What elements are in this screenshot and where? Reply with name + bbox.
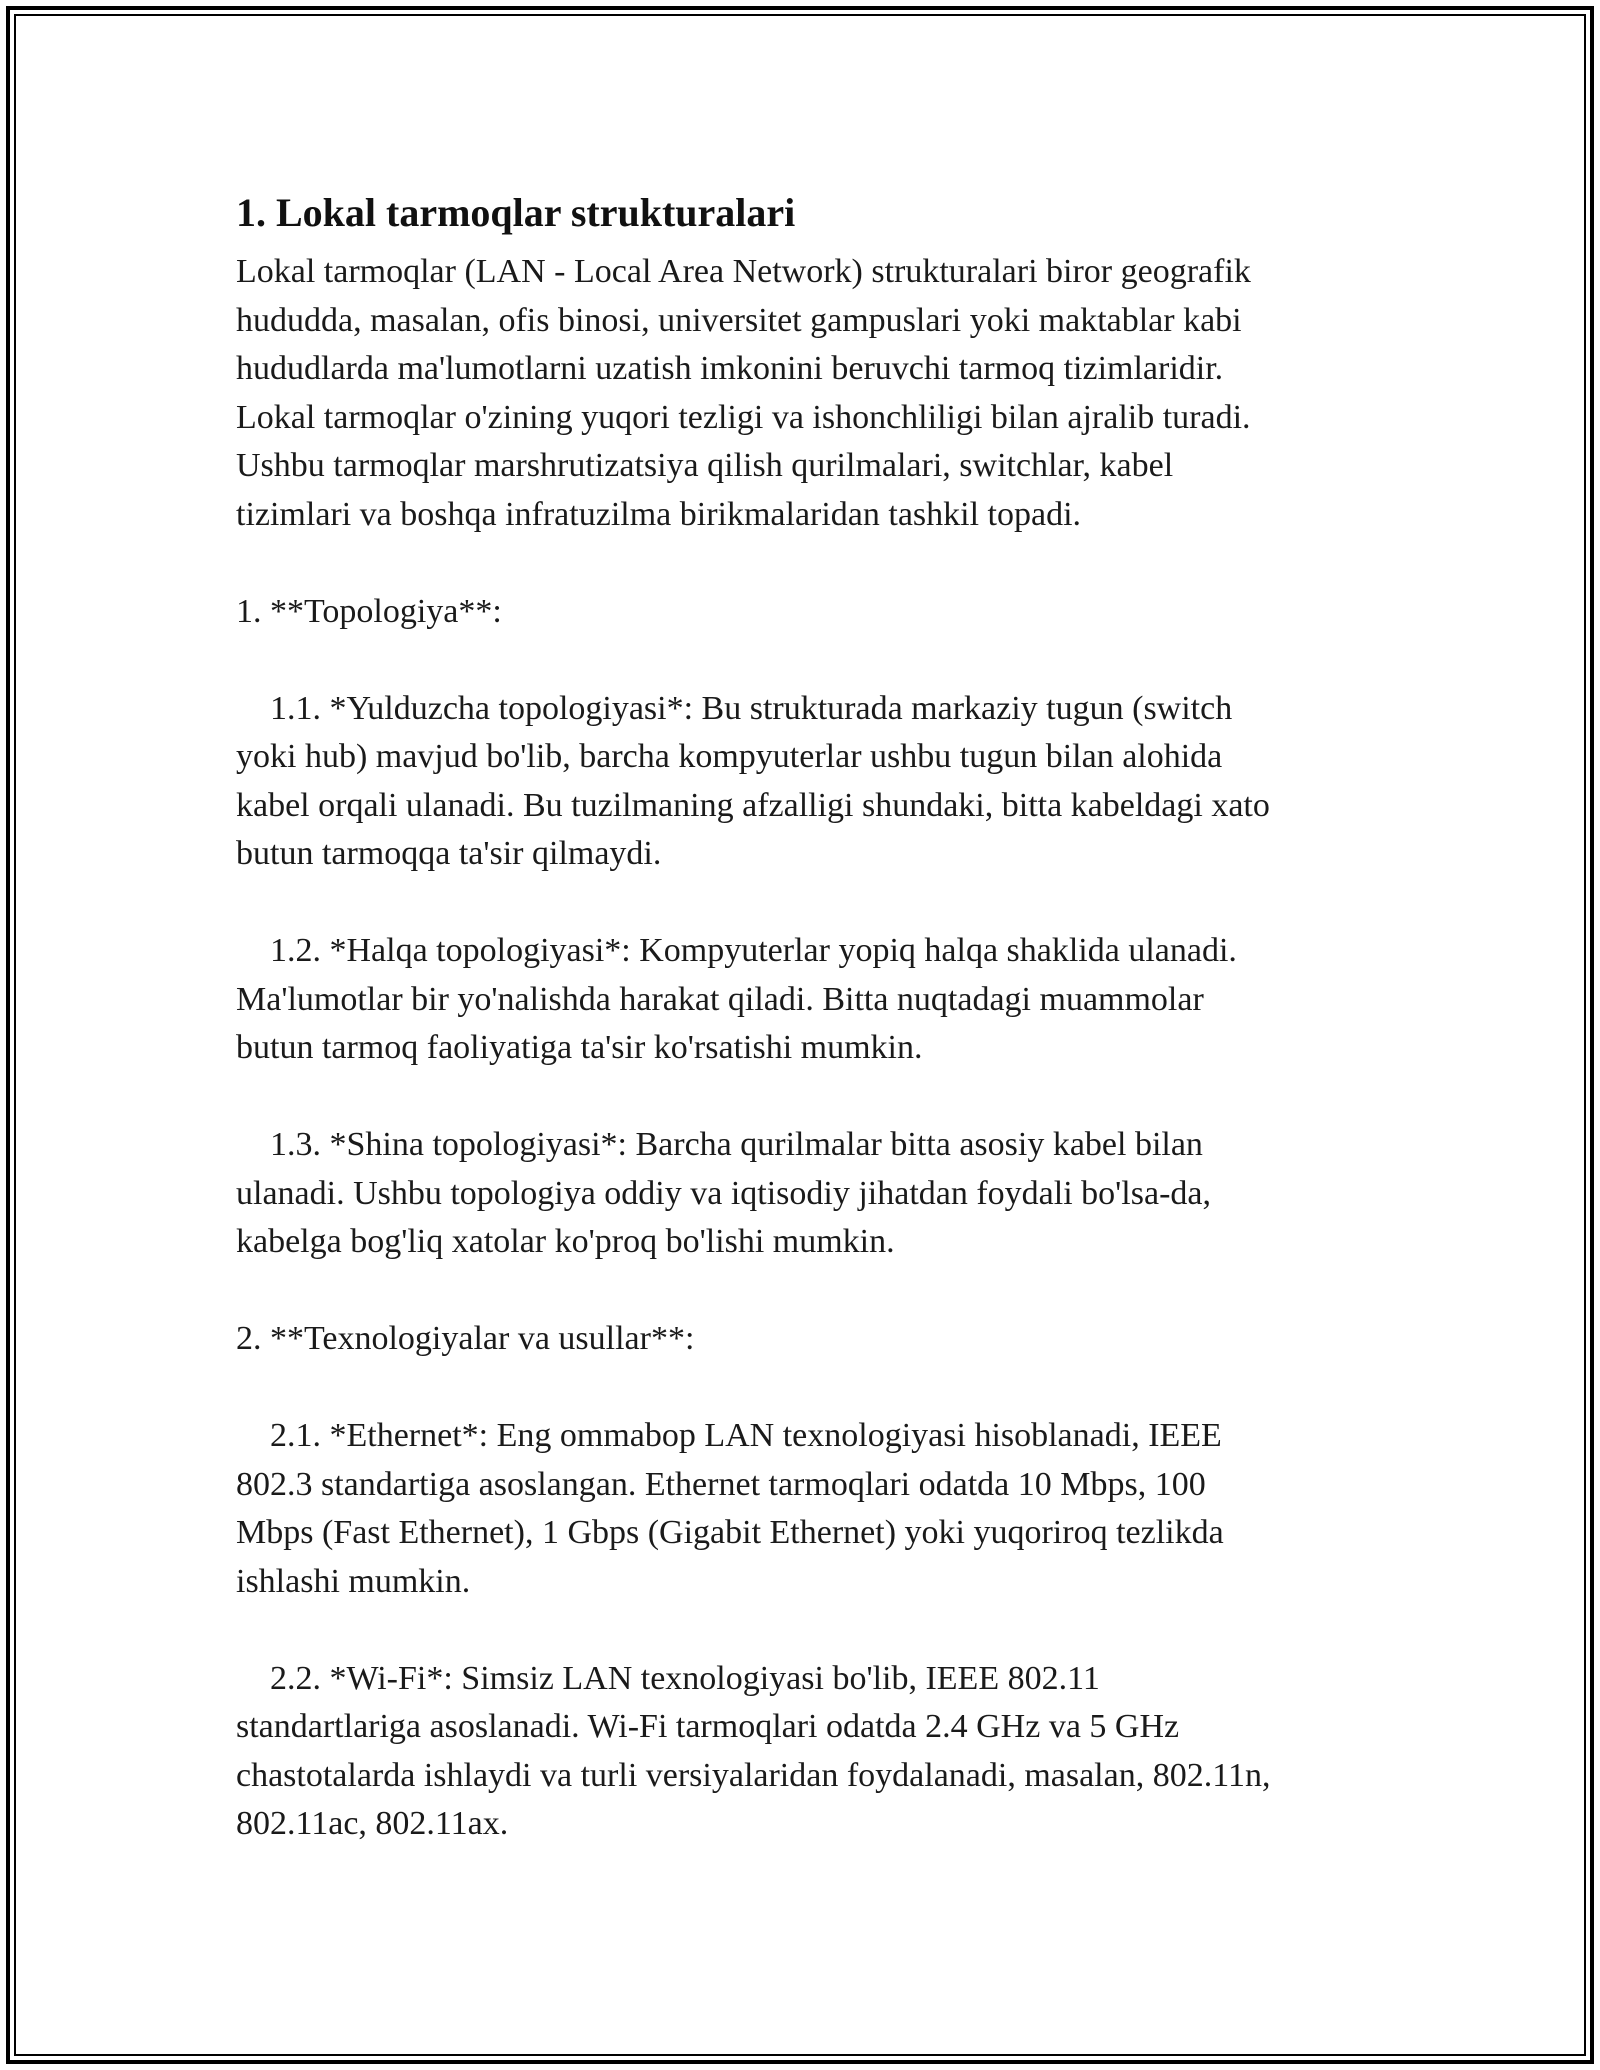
item-wifi: 2.2. *Wi-Fi*: Simsiz LAN texnologiyasi bo'lib, IEEE 802.11 standartlariga asoslanadi. Wi-Fi tarmoqlari odatda 2.4 GHz va 5 GHz chastotalarda ishlaydi va turli versiyalaridan foydalanadi, masalan, 802.11n, 802.11ac, 802.11ax. — [236, 1659, 1271, 1842]
paragraph-gap — [236, 1073, 1366, 1122]
item-ring-topology: 1.2. *Halqa topologiyasi*: Kompyuterlar yopiq halqa shaklida ulanadi. Ma'lumotlar bir yo'nalishda harakat qiladi. Bitta nuqtadagi muammolar butun tarmoq faoliyatiga ta'sir ko'rsatishi mumkin. — [236, 932, 1237, 1066]
item-star-topology: 1.1. *Yulduzcha topologiyasi*: Bu strukturada markaziy tugun (switch yoki hub) mavjud bo'lib, barcha kompyuterlar ushbu tugun bilan alohida kabel orqali ulanadi. Bu tuzilmaning afzalligi shundaki, bitta kabeldagi xato butun tarmoqqa ta'sir qilmaydi. — [236, 689, 1270, 872]
document-body — [236, 184, 1366, 1849]
paragraph-gap — [236, 636, 1366, 685]
paragraph-gap — [236, 539, 1366, 588]
item-bus-topology: 1.3. *Shina topologiyasi*: Barcha qurilmalar bitta asosiy kabel bilan ulanadi. Ushbu topologiya oddiy va iqtisodiy jihatdan foydali bo'lsa-da, kabelga bog'liq xatolar ko'proq bo'lishi mumkin. — [236, 1126, 1211, 1260]
paragraph-gap — [236, 1364, 1366, 1413]
section-heading-technologies: 2. **Texnologiyalar va usullar**: — [236, 1320, 695, 1357]
paragraph-gap — [236, 1606, 1366, 1655]
item-ethernet: 2.1. *Ethernet*: Eng ommabop LAN texnologiyasi hisoblanadi, IEEE 802.3 standartiga asoslangan. Ethernet tarmoqlari odatda 10 Mbps, 100 Mbps (Fast Ethernet), 1 Gbps (Gigabit Ethernet) yoki yuqoriroq tezlikda ishlashi mumkin. — [236, 1417, 1224, 1600]
intro-paragraph: Lokal tarmoqlar (LAN - Local Area Network) strukturalari biror geografik hududda, masalan, ofis binosi, universitet gampuslari yoki maktablar kabi hududlarda ma'lumotlarni uzatish imkonini beruvchi tarmoq tizimlaridir. Lokal tarmoqlar o'zining yuqori tezligi va ishonchliligi bilan ajralib turadi. Ushbu tarmoqlar marshrutizatsiya qilish qurilmalari, switchlar, kabel tizimlari va boshqa infratuzilma birikmalaridan tashkil topadi. — [236, 253, 1251, 533]
paragraph-gap — [236, 879, 1366, 928]
section-heading-topologiya: 1. **Topologiya**: — [236, 592, 502, 630]
document-title: 1. Lokal tarmoqlar strukturalari — [236, 190, 796, 235]
paragraph-gap — [236, 1267, 1366, 1316]
